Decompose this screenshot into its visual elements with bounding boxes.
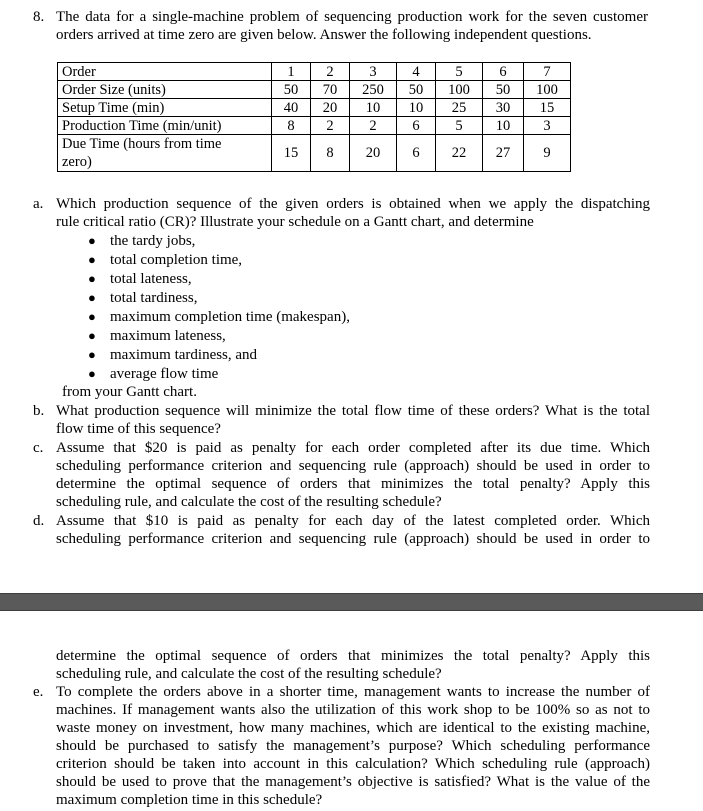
table-cell: 50 <box>483 81 524 99</box>
table-cell: 8 <box>272 117 311 135</box>
table-row-setup-time <box>58 99 571 117</box>
bullet-icon: ● <box>88 252 96 267</box>
table-cell: 3 <box>350 63 397 81</box>
row-label: Order <box>58 63 272 81</box>
question-a-bullet: total tardiness, <box>110 290 198 306</box>
bullet-icon: ● <box>88 366 96 381</box>
table-cell: 6 <box>397 117 436 135</box>
question-d-continuation-line-2: scheduling rule, and calculate the cost of the resulting schedule? <box>56 666 442 682</box>
bullet-icon: ● <box>88 290 96 305</box>
bullet-icon: ● <box>88 309 96 324</box>
table-cell: 100 <box>524 81 571 99</box>
table-cell: 2 <box>311 63 350 81</box>
question-a-bullet: the tardy jobs, <box>110 233 196 249</box>
table-cell: 100 <box>436 81 483 99</box>
table-cell: 15 <box>524 99 571 117</box>
problem-intro-line-2: orders arrived at time zero are given below. Answer the following independent questions. <box>56 27 592 43</box>
table-cell: 6 <box>397 135 436 172</box>
bullet-icon: ● <box>88 271 96 286</box>
question-c-line-2: scheduling performance criterion and sequencing rule (approach) should be used in order to <box>56 458 650 474</box>
table-cell: 25 <box>436 99 483 117</box>
bullet-icon: ● <box>88 347 96 362</box>
question-d-line-2: scheduling performance criterion and sequencing rule (approach) should be used in order to <box>56 531 650 547</box>
question-e-line-6: should be used to prove that the management’s objective is satisfied? What is the value of the <box>56 774 650 790</box>
table-cell: 4 <box>397 63 436 81</box>
question-b-line-1: What production sequence will minimize the total flow time of these orders? What is the total <box>56 403 650 419</box>
table-row-order-size <box>58 81 571 99</box>
question-e-letter: e. <box>33 684 44 700</box>
bullet-icon: ● <box>88 233 96 248</box>
table-cell: 250 <box>350 81 397 99</box>
table-cell: 20 <box>311 99 350 117</box>
question-d-letter: d. <box>33 513 45 529</box>
row-label-line-1: Due Time (hours from time <box>62 136 222 152</box>
question-d-line-1: Assume that $10 is paid as penalty for each day of the latest completed order. Which <box>56 513 650 529</box>
table-cell: 2 <box>311 117 350 135</box>
row-label <box>58 135 272 172</box>
question-a-trailer: from your Gantt chart. <box>62 384 197 400</box>
table-cell: 70 <box>311 81 350 99</box>
row-label: Production Time (min/unit) <box>58 117 272 135</box>
question-b-line-2: flow time of this sequence? <box>56 421 221 437</box>
row-label-line-2: zero) <box>62 154 92 170</box>
table-cell: 50 <box>397 81 436 99</box>
table-cell: 10 <box>483 117 524 135</box>
row-label: Order Size (units) <box>58 81 272 99</box>
table-cell: 8 <box>311 135 350 172</box>
question-c-line-4: scheduling rule, and calculate the cost of the resulting schedule? <box>56 494 442 510</box>
question-a-letter: a. <box>33 196 44 212</box>
problem-intro-line-1: The data for a single-machine problem of sequencing production work for the seven customer <box>56 9 648 25</box>
table-cell: 5 <box>436 63 483 81</box>
question-a-bullet: average flow time <box>110 366 219 382</box>
question-a-line-2: rule critical ratio (CR)? Illustrate your schedule on a Gantt chart, and determine <box>56 214 534 230</box>
question-a-bullet: total completion time, <box>110 252 243 268</box>
question-e-line-1: To complete the orders above in a shorter time, management wants to increase the number of <box>56 684 650 700</box>
page-divider <box>0 593 703 611</box>
table-cell: 27 <box>483 135 524 172</box>
table-row-production-time <box>58 117 571 135</box>
question-e-line-2: machines. If management wants also the utilization of this work shop to be 100% so as not to <box>56 702 650 718</box>
table-cell: 3 <box>524 117 571 135</box>
question-d-continuation-line-1: determine the optimal sequence of orders that minimizes the total penalty? Apply this <box>56 648 650 664</box>
table-cell: 2 <box>350 117 397 135</box>
question-a-bullet: maximum tardiness, and <box>110 347 258 363</box>
table-cell: 40 <box>272 99 311 117</box>
table-cell: 50 <box>272 81 311 99</box>
order-data-table <box>57 62 571 172</box>
table-cell: 20 <box>350 135 397 172</box>
question-e-line-5: criterion should be taken into account in this calculation? Which scheduling rule (approach) <box>56 756 650 772</box>
table-row-due-time <box>58 135 571 172</box>
table-cell: 10 <box>397 99 436 117</box>
question-e-line-3: waste money on investment, how many machines, which are identical to the existing machine, <box>56 720 650 736</box>
table-cell: 6 <box>483 63 524 81</box>
question-c-line-1: Assume that $20 is paid as penalty for each order completed after its due time. Which <box>56 440 650 456</box>
table-cell: 15 <box>272 135 311 172</box>
question-a-bullet: maximum completion time (makespan), <box>110 309 350 325</box>
table-cell: 7 <box>524 63 571 81</box>
table-cell: 5 <box>436 117 483 135</box>
question-c-letter: c. <box>33 440 44 456</box>
question-a-line-1: Which production sequence of the given orders is obtained when we apply the dispatching <box>56 196 650 212</box>
question-a-bullet: total lateness, <box>110 271 192 287</box>
question-c-line-3: determine the optimal sequence of orders that minimizes the total penalty? Apply this <box>56 476 650 492</box>
document-page-2 <box>0 611 703 811</box>
table-cell: 9 <box>524 135 571 172</box>
table-cell: 22 <box>436 135 483 172</box>
question-e-line-4: should be purchased to satisfy the management’s purpose? Which scheduling performance <box>56 738 650 754</box>
row-label: Setup Time (min) <box>58 99 272 117</box>
problem-number: 8. <box>33 9 45 25</box>
bullet-icon: ● <box>88 328 96 343</box>
table-cell: 1 <box>272 63 311 81</box>
question-e-line-7: maximum completion time in this schedule? <box>56 792 323 808</box>
question-a-bullet: maximum lateness, <box>110 328 226 344</box>
table-cell: 30 <box>483 99 524 117</box>
table-cell: 10 <box>350 99 397 117</box>
table-row-order <box>58 63 571 81</box>
question-b-letter: b. <box>33 403 45 419</box>
